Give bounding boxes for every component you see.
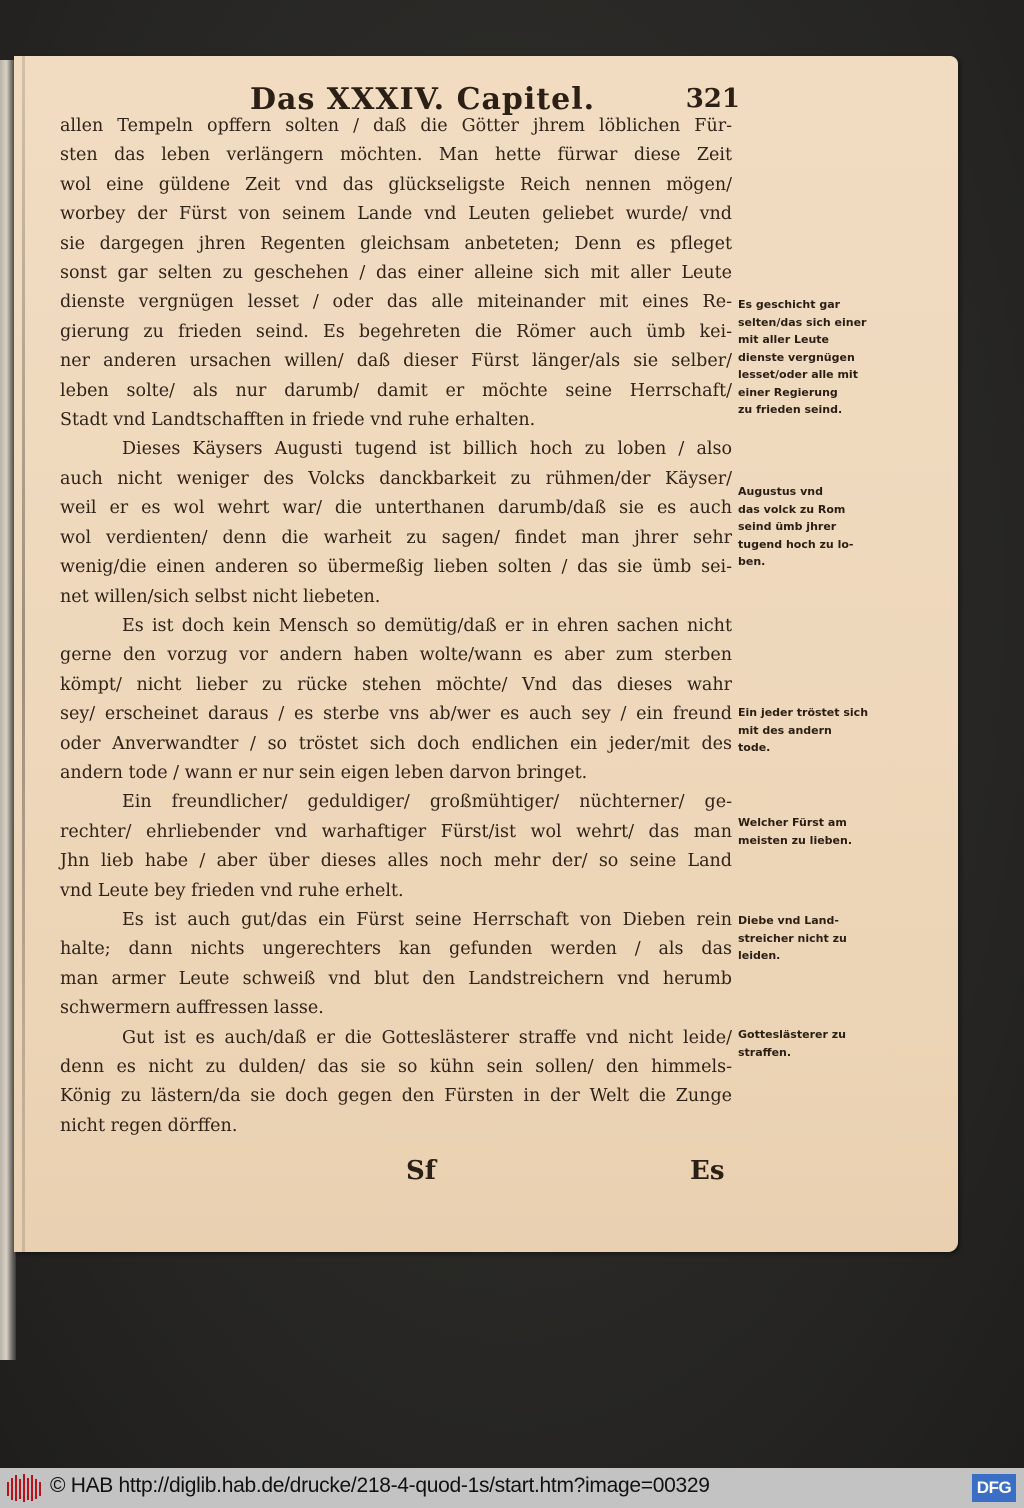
marginal-note-line: streicher nicht zu: [738, 931, 847, 945]
text-line: andern tode / wann er nur sein eigen leben darvon bringet.: [60, 762, 588, 783]
paragraph: [60, 906, 732, 1024]
marginal-note-line: Augustus vnd: [738, 485, 823, 498]
text-line: net willen/sich selbst nicht liebeten.: [60, 586, 381, 607]
marginal-note: [738, 912, 878, 965]
marginal-note: [738, 1026, 878, 1061]
marginal-note-line: Ein jeder tröstet sich: [738, 706, 869, 719]
signature-mark: Sf: [406, 1156, 436, 1186]
text-line: sey/ erscheinet daraus / es sterbe vns ab/wer es auch sey / ein freund: [60, 704, 732, 725]
hab-logo-icon: [6, 1473, 44, 1503]
marginal-note-line: tugend hoch zu lo-: [738, 537, 854, 551]
marginal-note-line: Welcher Fürst am: [738, 816, 847, 829]
text-line: Dieses Käysers Augusti tugend ist billich hoch zu loben / also: [122, 439, 732, 460]
text-line: gerne den vorzug vor andern haben wolte/wann es aber zum sterben: [60, 645, 732, 666]
text-line: dienste vergnügen lesset / oder das alle miteinander mit eines Re-: [60, 292, 732, 313]
text-line: Stadt vnd Landtschafften in friede vnd ruhe erhalten.: [60, 410, 536, 431]
marginal-note-line: straffen.: [738, 1045, 792, 1059]
text-line: nicht regen dörffen.: [60, 1115, 238, 1136]
dfg-logo-icon: DFG: [972, 1474, 1016, 1502]
copyright-link[interactable]: © HAB http://diglib.hab.de/drucke/218-4-quod-1s/start.htm?image=00329: [50, 1474, 710, 1497]
marginal-note-line: Diebe vnd Land-: [738, 914, 839, 927]
text-line: wol eine güldene Zeit vnd das glückseligste Reich nennen mögen/: [60, 174, 732, 195]
marginal-note-line: einer Regierung: [738, 385, 838, 399]
marginal-note-line: selten/das sich einer: [738, 315, 867, 329]
text-line: denn es nicht zu dulden/ das sie so kühn sein sollen/ den himmels-: [60, 1057, 732, 1077]
text-line: rechter/ ehrliebender vnd warhaftiger Fürst/ist wol wehrt/ das man: [60, 821, 732, 842]
marginal-note-line: dienste vergnügen: [738, 350, 855, 364]
text-line: oder Anverwandter / so tröstet sich doch endlichen ein jeder/mit des: [60, 733, 732, 754]
paragraph: [60, 788, 732, 906]
text-line: Es ist doch kein Mensch so demütig/daß er in ehren sachen nicht: [122, 615, 732, 636]
marginal-note-line: seind ümb jhrer: [738, 520, 837, 533]
text-line: sie dargegen jhren Regenten gleichsam anbeteten; Denn es pfleget: [60, 233, 732, 254]
marginal-note-line: Gotteslästerer zu: [738, 1028, 846, 1041]
text-line: ner anderen ursachen willen/ daß dieser Fürst länger/als sie selber/: [60, 351, 732, 372]
text-line: auch nicht weniger des Volcks danckbarkeit zu rühmen/der Käyser/: [60, 468, 732, 489]
marginal-note-line: meisten zu lieben.: [738, 833, 853, 847]
paragraph: [60, 612, 732, 788]
text-line: allen Tempeln opffern solten / daß die Götter jhrem löblichen Für-: [60, 116, 732, 136]
text-line: sten das leben verlängern möchten. Man hette fürwar diese Zeit: [60, 145, 732, 166]
text-line: halte; dann nichts ungerechters kan gefunden werden / als das: [60, 939, 732, 960]
catchword: Es: [690, 1156, 725, 1186]
chapter-title: Das XXXIV. Capitel.: [250, 82, 596, 117]
paragraph: [60, 112, 732, 435]
marginal-note-line: tode.: [738, 741, 771, 754]
text-line: Es ist auch gut/das ein Fürst seine Herrschaft von Dieben rein: [122, 909, 732, 930]
footer-bar: [0, 1468, 1024, 1508]
marginal-note-line: zu frieden seind.: [738, 403, 843, 416]
marginal-note-line: ben.: [738, 555, 766, 568]
text-line: Ein freundlicher/ geduldiger/ großmühtiger/ nüchterner/ ge-: [122, 792, 732, 813]
text-line: wenig/die einen anderen so übermeßig lieben solten / das sie ümb sei-: [60, 557, 732, 578]
paragraph: [60, 1024, 732, 1142]
page-number: 321: [685, 84, 740, 114]
marginal-note-line: mit des andern: [738, 723, 832, 737]
text-line: gierung zu frieden seind. Es begehreten die Römer auch ümb kei-: [60, 321, 732, 342]
text-line: sonst gar selten zu geschehen / das einer alleine sich mit aller Leute: [60, 263, 732, 284]
text-line: schwermern auffressen lasse.: [60, 998, 324, 1019]
text-line: man armer Leute schweiß vnd blut den Landstreichern vnd herumb: [60, 968, 732, 989]
text-line: König zu lästern/da sie doch gegen den Fürsten in der Welt die Zunge: [60, 1086, 732, 1107]
text-line: weil er es wol wehrt war/ die unterthanen darumb/daß sie es auch: [60, 498, 732, 519]
marginal-note-line: lesset/oder alle mit: [738, 368, 858, 381]
marginal-note: [738, 704, 878, 757]
text-line: Gut ist es auch/daß er die Gotteslästerer straffe vnd nicht leide/: [122, 1027, 732, 1048]
marginal-note-line: das volck zu Rom: [738, 502, 846, 516]
text-line: kömpt/ nicht lieber zu rücke stehen möchte/ Vnd das dieses wahr: [60, 674, 732, 695]
marginal-note: [738, 483, 878, 571]
text-line: vnd Leute bey frieden vnd ruhe erhelt.: [60, 880, 404, 901]
text-line: wol verdienten/ denn die warheit zu sagen/ findet man jhrer sehr: [60, 527, 732, 548]
marginal-note-line: Es geschicht gar: [738, 298, 841, 311]
marginal-note: [738, 814, 878, 849]
marginal-note-line: mit aller Leute: [738, 333, 830, 346]
body-text: [60, 112, 732, 1141]
paragraph: [60, 435, 732, 611]
marginal-note: [738, 296, 878, 419]
text-line: Jhn lieb habe / aber über dieses alles noch mehr der/ so seine Land: [60, 851, 732, 872]
text-line: worbey der Fürst von seinem Lande vnd Leuten geliebet wurde/ vnd: [60, 204, 732, 225]
text-line: leben solte/ als nur darumb/ damit er möchte seine Herrschaft/: [60, 380, 732, 401]
marginal-note-line: leiden.: [738, 949, 781, 962]
